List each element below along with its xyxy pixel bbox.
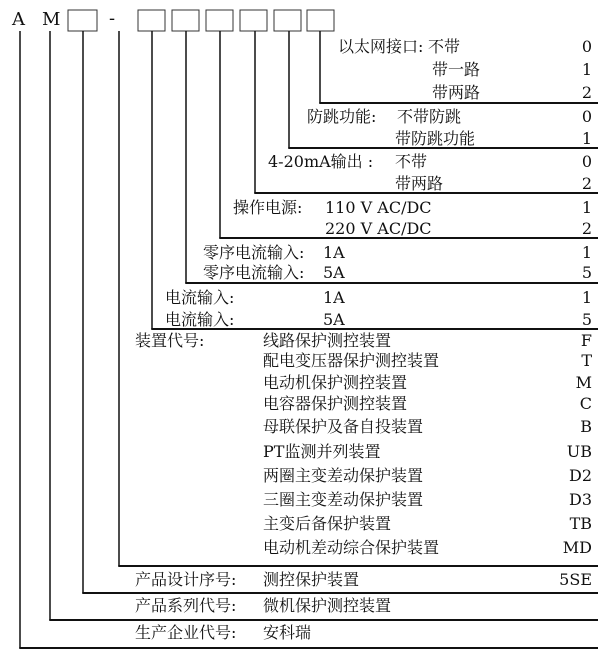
option-code: 2 (581, 83, 592, 102)
option-label: 4-20mA输出 : (268, 152, 374, 171)
code-box (138, 10, 165, 31)
option-label: 操作电源: (233, 198, 303, 217)
option-label: 电流输入: (165, 288, 235, 307)
option-description: 不带 (395, 152, 428, 171)
option-code: MD (562, 538, 592, 557)
option-code: D3 (568, 490, 592, 509)
option-description: 带一路 (432, 60, 481, 79)
option-description: 电容器保护测控装置 (263, 394, 408, 413)
option-code: 1 (581, 198, 592, 217)
option-description: 母联保护及备自投装置 (263, 417, 424, 436)
option-code: 2 (581, 174, 592, 193)
option-description: 安科瑞 (263, 623, 312, 642)
code-box (307, 10, 334, 31)
option-description: 1A (323, 243, 345, 262)
option-code: 1 (581, 288, 592, 307)
option-code: T (581, 351, 592, 370)
option-description: 带两路 (432, 83, 481, 102)
option-code: 1 (581, 60, 592, 79)
option-code: C (579, 394, 592, 413)
option-code: TB (569, 514, 592, 533)
option-label: 生产企业代号: (135, 623, 237, 642)
option-code: 5 (581, 263, 592, 282)
option-code: UB (566, 442, 592, 461)
option-description: 两圈主变差动保护装置 (263, 466, 424, 485)
option-code: B (580, 417, 592, 436)
option-description: PT监测并列装置 (263, 442, 381, 461)
option-description: 110 V AC/DC (325, 198, 432, 217)
option-description: 三圈主变差动保护装置 (263, 490, 424, 509)
option-code: 0 (581, 152, 592, 171)
option-description: 220 V AC/DC (325, 219, 432, 238)
letter-a: A (12, 9, 25, 30)
code-box (68, 10, 97, 31)
option-description: 不带防跳 (397, 107, 462, 126)
option-label: 零序电流输入: (203, 243, 305, 262)
option-label: 产品设计序号: (135, 570, 237, 589)
option-code: 2 (581, 219, 592, 238)
option-description: 电动机差动综合保护装置 (263, 538, 440, 557)
option-label: 以太网接口: (338, 37, 424, 56)
option-label: 零序电流输入: (203, 263, 305, 282)
option-label: 防跳功能: (307, 107, 377, 126)
option-description: 线路保护测控装置 (263, 331, 392, 350)
option-code: 1 (581, 243, 592, 262)
option-description: 1A (323, 288, 345, 307)
option-code: F (580, 331, 592, 350)
code-box (172, 10, 199, 31)
option-code: 5 (581, 310, 592, 329)
option-label: 装置代号: (135, 331, 205, 350)
code-dash: - (109, 8, 116, 29)
code-box (240, 10, 267, 31)
option-description: 主变后备保护装置 (263, 514, 392, 533)
option-code: 1 (581, 129, 592, 148)
option-code: 0 (581, 107, 592, 126)
option-description: 5A (323, 310, 345, 329)
code-box (206, 10, 233, 31)
option-description: 电动机保护测控装置 (263, 373, 408, 392)
code-box (274, 10, 301, 31)
option-code: M (575, 373, 592, 392)
option-code: D2 (568, 466, 592, 485)
option-description: 不带 (428, 37, 461, 56)
option-description: 微机保护测控装置 (263, 596, 392, 615)
option-label: 产品系列代号: (135, 596, 237, 615)
letter-m: M (42, 9, 61, 30)
option-description: 配电变压器保护测控装置 (263, 351, 440, 370)
option-code: 5SE (559, 570, 592, 589)
option-label: 电流输入: (165, 310, 235, 329)
option-description: 5A (323, 263, 345, 282)
option-code: 0 (581, 37, 592, 56)
option-description: 测控保护装置 (263, 570, 360, 589)
option-description: 带两路 (395, 174, 444, 193)
option-description: 带防跳功能 (395, 129, 476, 148)
